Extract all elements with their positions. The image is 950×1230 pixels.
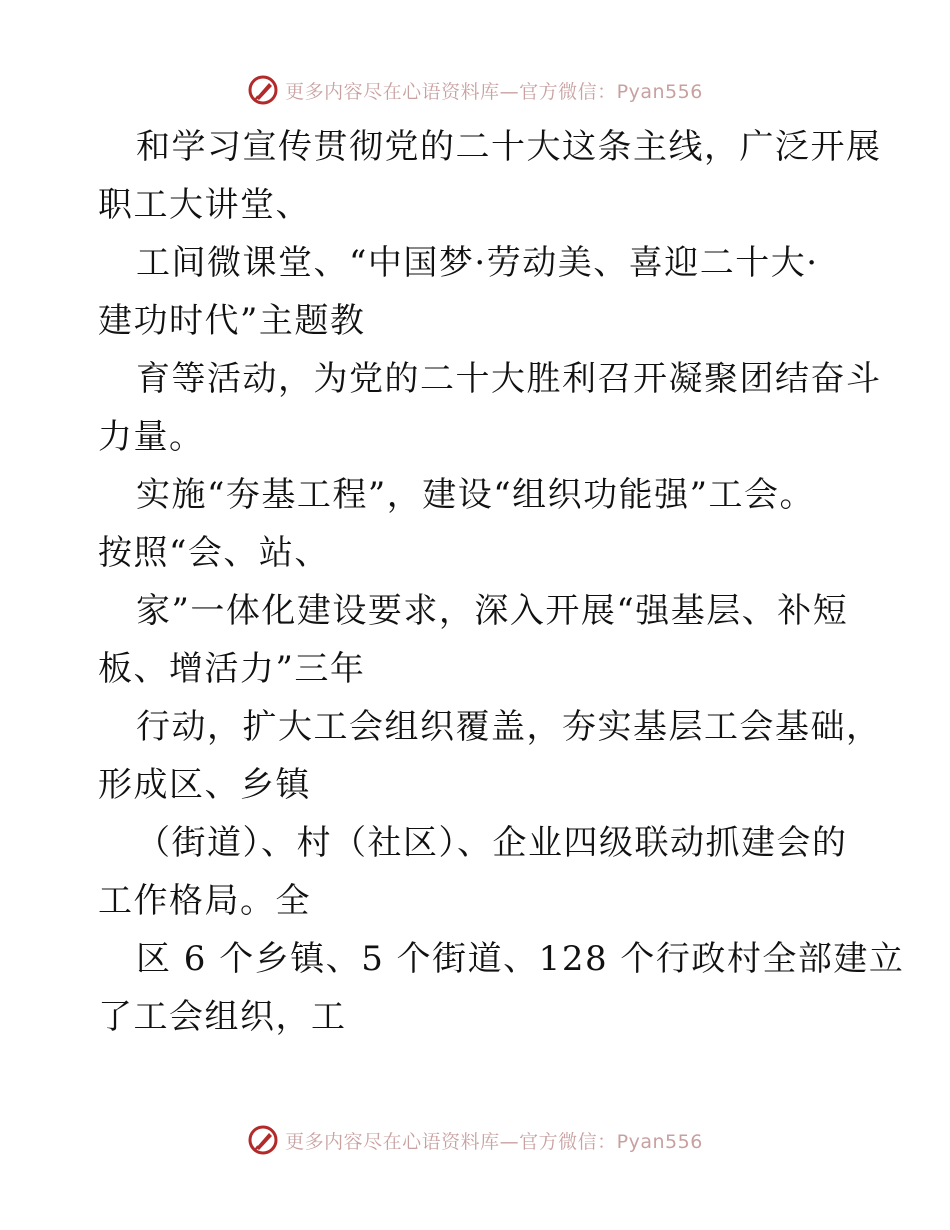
text-line: 板、增活力”三年 xyxy=(98,649,366,689)
text-line: 力量。 xyxy=(98,417,205,457)
text-line: 实施“夯基工程”，建设“组织功能强”工会。 xyxy=(136,475,816,515)
text-line: （街道）、村（社区）、企业四级联动抓建会的 xyxy=(136,823,848,863)
text-line: 和学习宣传贯彻党的二十大这条主线，广泛开展 xyxy=(136,127,882,167)
text-line: 形成区、乡镇 xyxy=(98,765,311,805)
text-line: 了工会组织，工 xyxy=(98,997,347,1037)
text-line: 工间微课堂、“中国梦·劳动美、喜迎二十大· xyxy=(136,243,819,283)
text-line: 育等活动，为党的二十大胜利召开凝聚团结奋斗 xyxy=(136,359,882,399)
text-line: 行动，扩大工会组织覆盖，夯实基层工会基础， xyxy=(136,707,882,747)
watermark-text: 更多内容尽在心语资料库—官方微信：Pyan556 xyxy=(285,1130,703,1153)
quill-pen-logo-icon xyxy=(247,1124,279,1156)
watermark-text: 更多内容尽在心语资料库—官方微信：Pyan556 xyxy=(285,80,703,103)
quill-pen-logo-icon xyxy=(247,74,279,106)
text-line: 职工大讲堂、 xyxy=(98,185,311,225)
text-line: 区 6 个乡镇、5 个街道、128 个行政村全部建立 xyxy=(136,939,905,979)
document-body xyxy=(98,118,905,1046)
text-line: 按照“会、站、 xyxy=(98,533,330,573)
text-line: 工作格局。全 xyxy=(98,881,311,921)
text-line: 家”一体化建设要求，深入开展“强基层、补短 xyxy=(136,591,849,631)
footer-watermark xyxy=(0,1120,950,1160)
text-line: 建功时代”主题教 xyxy=(98,301,366,341)
header-watermark xyxy=(0,70,950,110)
